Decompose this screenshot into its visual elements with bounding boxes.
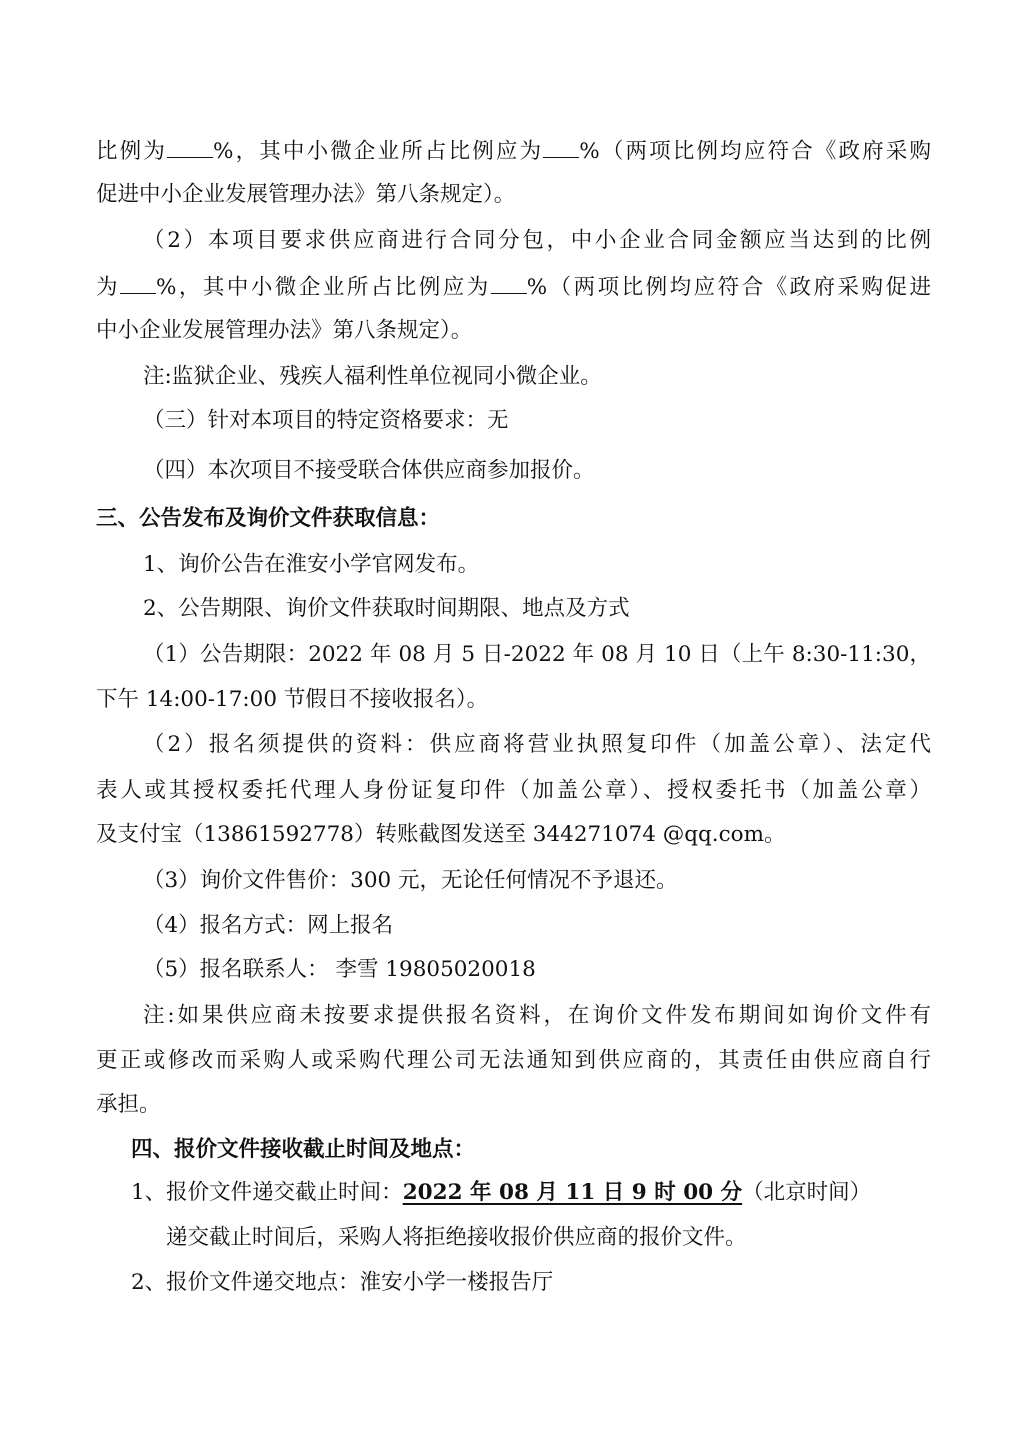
text-segment: %（两项比例均应符合《政府采购 [579,139,931,164]
paragraph-line: （4）报名方式：网上报名 [143,913,394,938]
section-heading: 三、公告发布及询价文件获取信息： [96,506,441,531]
blank-underline [491,271,527,294]
paragraph-line [131,1178,871,1208]
paragraph-line: 及支付宝（13861592778）转账截图发送至 344271074 @qq.com。 [96,822,786,847]
text-segment: 为 [96,275,120,300]
paragraph-line: 促进中小企业发展管理办法》第八条规定）。 [96,182,516,207]
note-line: 注:如果供应商未按要求提供报名资料，在询价文件发布期间如询价文件有 [143,1003,931,1028]
paragraph-line: （2）报名须提供的资料：供应商将营业执照复印件（加盖公章）、法定代 [143,732,931,757]
note-line: 承担。 [96,1092,161,1117]
paragraph-line: 下午 14:00-17:00 节假日不接收报名）。 [96,687,489,712]
paragraph-line: 递交截止时间后，采购人将拒绝接收报价供应商的报价文件。 [166,1225,747,1250]
paragraph-line [96,135,931,167]
paragraph-line [96,271,931,303]
note-line: 注:监狱企业、残疾人福利性单位视同小微企业。 [143,364,602,389]
paragraph-line: （5）报名联系人： 李雪 19805020018 [143,957,536,982]
paragraph-line: 2、报价文件递交地点：淮安小学一楼报告厅 [131,1270,554,1295]
note-line: 更正或修改而采购人或采购代理公司无法通知到供应商的，其责任由供应商自行 [96,1048,931,1073]
text-segment: %，其中小微企业所占比例应为 [213,139,544,164]
paragraph-line: （三）针对本项目的特定资格要求：无 [143,408,509,433]
text-segment: %（两项比例均应符合《政府采购促进 [526,275,931,300]
paragraph-line: 1、询价公告在淮安小学官网发布。 [143,552,480,577]
text-segment: （北京时间） [742,1180,872,1205]
paragraph-line: （2）本项目要求供应商进行合同分包，中小企业合同金额应当达到的比例 [143,228,931,253]
paragraph-line: （1）公告期限：2022 年 08 月 5 日-2022 年 08 月 10 日（上午 8:30-11:30， [143,642,931,667]
text-segment: 比例为 [96,139,167,164]
blank-underline [120,271,156,294]
paragraph-line: 表人或其授权委托代理人身份证复印件（加盖公章）、授权委托书（加盖公章） [96,778,931,803]
paragraph-line: 中小企业发展管理办法》第八条规定）。 [96,318,473,343]
text-segment: %，其中小微企业所占比例应为 [156,275,491,300]
deadline-underlined: 2022 年 08 月 11 日 9 时 00 分 [402,1180,743,1205]
paragraph-line: （四）本次项目不接受联合体供应商参加报价。 [143,458,595,483]
paragraph-line: （3）询价文件售价：300 元，无论任何情况不予退还。 [143,868,678,893]
blank-underline [543,135,579,158]
blank-underline [167,135,213,158]
text-segment: 1、报价文件递交截止时间： [131,1180,403,1205]
section-heading: 四、报价文件接收截止时间及地点： [131,1137,476,1162]
paragraph-line: 2、公告期限、询价文件获取时间期限、地点及方式 [143,596,630,621]
